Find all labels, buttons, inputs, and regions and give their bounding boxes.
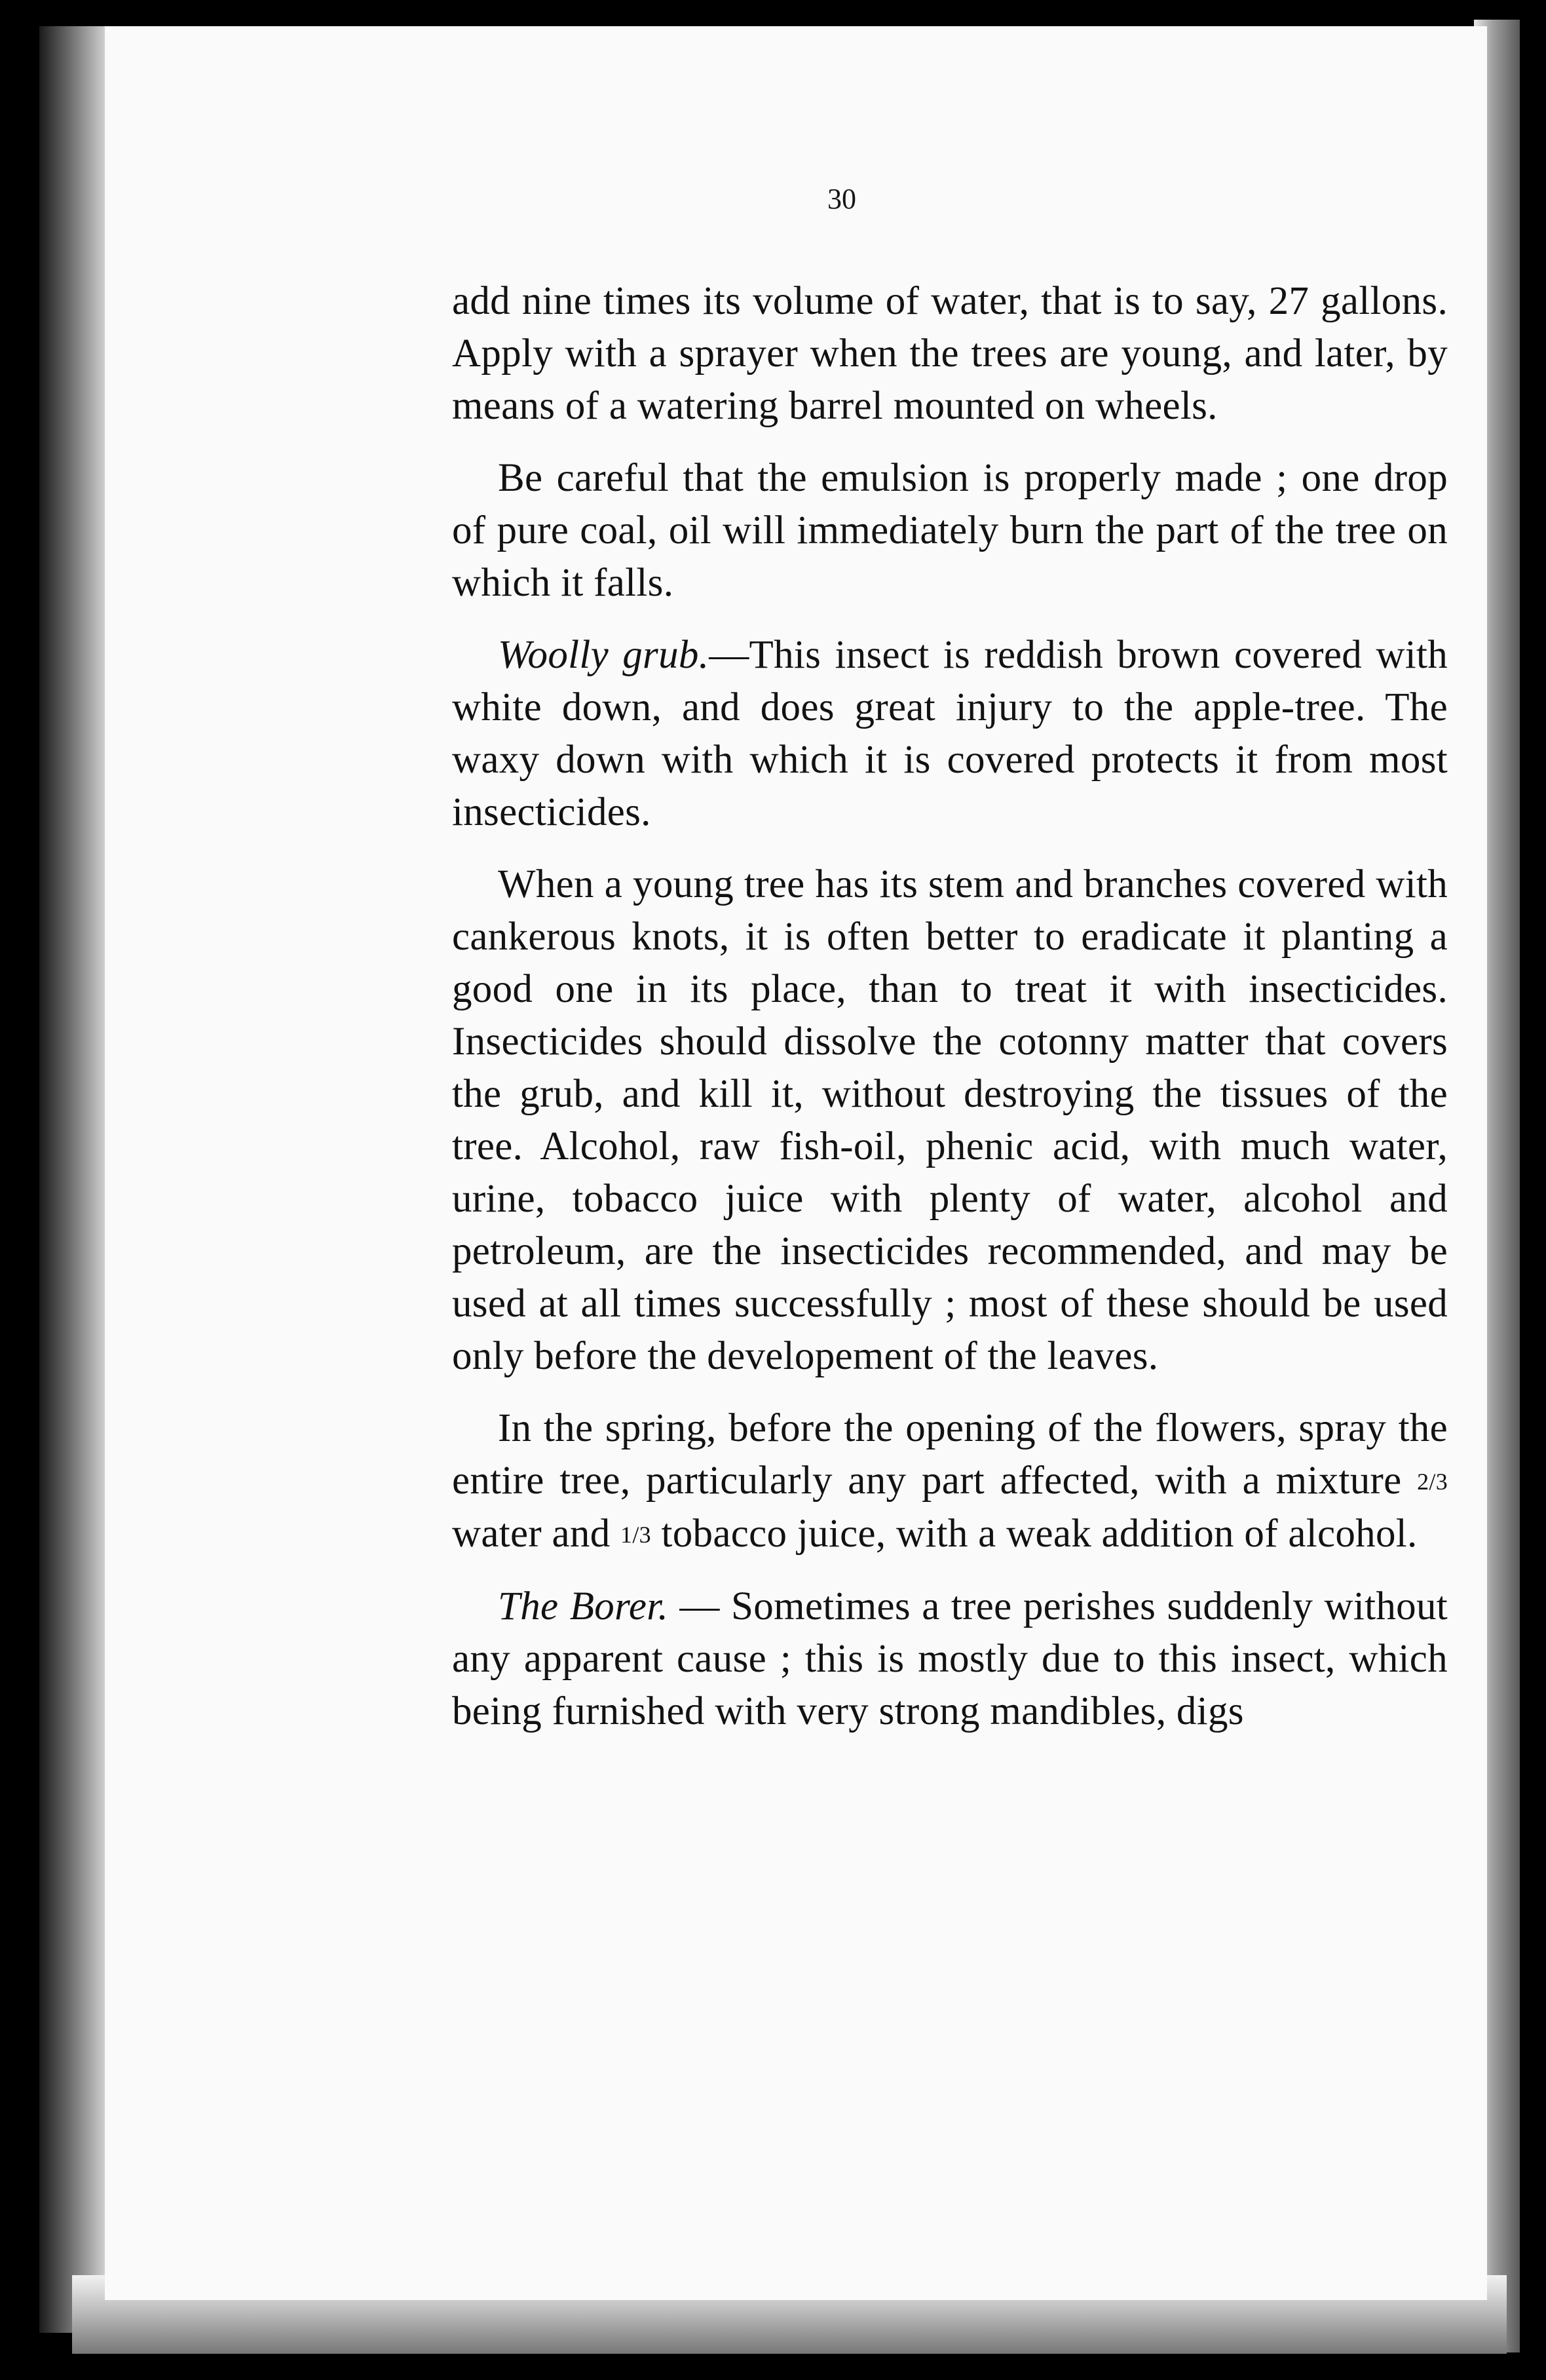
section-heading-woolly-grub: Woolly grub.	[498, 633, 709, 677]
paragraph-woolly-grub	[452, 629, 1448, 839]
paragraph-2-text: Be careful that the emulsion is properly made ; one drop of pure coal, oil will immediately burn the part of the tree on which it falls.	[452, 456, 1448, 605]
paragraph-5-text-middle: water and	[452, 1512, 621, 1556]
paragraph-5-text-after: tobacco juice, with a weak addition of alcohol.	[650, 1512, 1418, 1556]
paragraph-3-text: —This insect is reddish brown covered with white down, and does great injury to the apple-tree. The waxy down with which it is covered protects it from most insecticides.	[452, 633, 1448, 834]
paragraph-5	[452, 1402, 1448, 1561]
paragraph-2	[452, 452, 1448, 609]
paragraph-1	[452, 275, 1448, 432]
book-page	[105, 26, 1487, 2300]
paragraph-6-text: — Sometimes a tree perishes suddenly without any apparent cause ; this is mostly due to this insect, which being furnished with very strong mandibles, digs	[452, 1584, 1448, 1733]
fraction-two-thirds: 2/3	[1417, 1468, 1448, 1495]
paragraph-the-borer	[452, 1581, 1448, 1738]
paragraph-4	[452, 858, 1448, 1383]
body-text	[452, 275, 1448, 1738]
fraction-one-third: 1/3	[620, 1522, 651, 1548]
paragraph-5-text-before: In the spring, before the opening of the flowers, spray the entire tree, particularly any part affected, with a mixture	[452, 1406, 1448, 1503]
paragraph-4-text: When a young tree has its stem and branches covered with cankerous knots, it is often better to eradicate it planting a good one in its place, than to treat it with insecticides. Insecticides should dissolve the cotonny matter that covers the grub, and kill it, without destroying the tissues of the tree. Alcohol, raw fish-oil, phenic acid, with much water, urine, tobacco juice with plenty of water, alcohol and petroleum, are the insecticides recommended, and may be used at all times successfully ; most of these should be used only before the developement of the leaves.	[452, 862, 1448, 1378]
paragraph-1-text: add nine times its volume of water, that is to say, 27 gallons. Apply with a sprayer when the trees are young, and later, by means of a watering barrel mounted on wheels.	[452, 279, 1448, 428]
section-heading-the-borer: The Borer.	[498, 1584, 669, 1628]
page-number: 30	[827, 183, 856, 215]
